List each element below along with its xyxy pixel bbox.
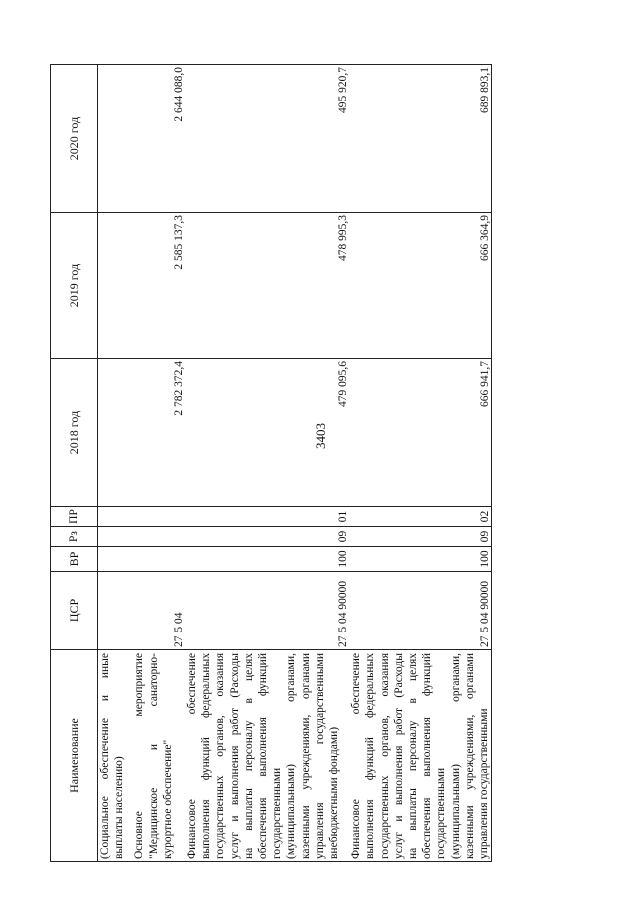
- header-2020: 2020 год: [51, 65, 98, 213]
- row-name: [132, 650, 185, 862]
- row-csr: 27 5 04 90000: [349, 572, 492, 650]
- row-name-line: государственными: [271, 767, 284, 859]
- row-rz: [98, 527, 133, 547]
- header-pr: ПР: [51, 507, 98, 527]
- row-rz: [132, 527, 185, 547]
- row-vr: [98, 547, 133, 572]
- header-name: Наименование: [51, 650, 98, 862]
- header-2018: 2018 год: [51, 359, 98, 507]
- rotated-page-content: [50, 17, 595, 862]
- table-row: [98, 65, 133, 862]
- row-value-2019: [98, 213, 133, 359]
- row-name-line: курортное обеспечение": [161, 739, 174, 859]
- row-name-line: на выплаты персоналу в целях: [242, 653, 255, 859]
- row-name-line: обеспечения выполнения функций: [421, 653, 434, 859]
- budget-table: [50, 64, 492, 862]
- row-name-line: услуг и выполнения работ (Расходы: [392, 653, 405, 859]
- header-vr: ВР: [51, 547, 98, 572]
- table-row: [132, 65, 185, 862]
- row-value-2020: 689 893,1: [349, 65, 492, 213]
- row-pr: [132, 507, 185, 527]
- row-value-2019: 666 364,9: [349, 213, 492, 359]
- row-name-line: государственных органов, оказания: [378, 653, 391, 859]
- row-name-line: управления государственными: [478, 708, 491, 859]
- row-pr: 02: [349, 507, 492, 527]
- header-rz: Рз: [51, 527, 98, 547]
- row-value-2018: 666 941,7: [349, 359, 492, 507]
- row-name-line: на выплаты персоналу в целях: [407, 653, 420, 859]
- row-name: [98, 650, 133, 862]
- row-name-line: казенными учреждениями, органами: [463, 653, 476, 859]
- row-value-2019: 478 995,3: [185, 213, 349, 359]
- row-value-2020: 495 920,7: [185, 65, 349, 213]
- row-rz: 09: [185, 527, 349, 547]
- row-name-line: внебюджетными фондами): [328, 726, 341, 859]
- table-row: [349, 65, 492, 862]
- row-csr: 27 5 04 90000: [185, 572, 349, 650]
- row-value-2018: 2 782 372,4: [132, 359, 185, 507]
- row-name-line: (Социальное обеспечение и иные: [99, 653, 111, 859]
- row-name-line: государственными: [435, 767, 448, 859]
- table-header: [51, 65, 98, 862]
- row-name: [185, 650, 349, 862]
- table-body: [98, 65, 492, 862]
- row-value-2019: 2 585 137,3: [132, 213, 185, 359]
- row-name-line: "Медицинское и санаторно-: [147, 653, 160, 859]
- row-pr: 01: [185, 507, 349, 527]
- row-name-line: обеспечения выполнения функций: [257, 653, 270, 859]
- row-vr: 100: [185, 547, 349, 572]
- row-value-2018: [98, 359, 133, 507]
- row-value-2018: 479 095,6: [185, 359, 349, 507]
- row-vr: [132, 547, 185, 572]
- row-name-line: выполнения функций федеральных: [364, 653, 377, 859]
- page-number: 3403: [313, 423, 328, 449]
- row-name-line: Финансовое обеспечение: [186, 653, 199, 859]
- row-pr: [98, 507, 133, 527]
- row-vr: 100: [349, 547, 492, 572]
- row-name-line: Финансовое обеспечение: [350, 653, 363, 859]
- row-name-line: (муниципальными) органами,: [449, 653, 462, 859]
- row-value-2020: [98, 65, 133, 213]
- row-value-2020: 2 644 088,0: [132, 65, 185, 213]
- header-csr: ЦСР: [51, 572, 98, 650]
- row-name-line: управления государственными: [313, 653, 326, 859]
- row-name-line: казенными учреждениями, органами: [299, 653, 312, 859]
- row-csr: [98, 572, 133, 650]
- row-csr: 27 5 04: [132, 572, 185, 650]
- row-name-line: Основное мероприятие: [133, 653, 146, 859]
- row-name: [349, 650, 492, 862]
- row-name-line: выполнения функций федеральных: [200, 653, 213, 859]
- row-rz: 09: [349, 527, 492, 547]
- table-row: [185, 65, 349, 862]
- row-name-line: выплаты населению): [113, 756, 126, 859]
- row-name-line: (муниципальными) органами,: [285, 653, 298, 859]
- header-2019: 2019 год: [51, 213, 98, 359]
- row-name-line: государственных органов, оказания: [214, 653, 227, 859]
- row-name-line: услуг и выполнения работ (Расходы: [228, 653, 241, 859]
